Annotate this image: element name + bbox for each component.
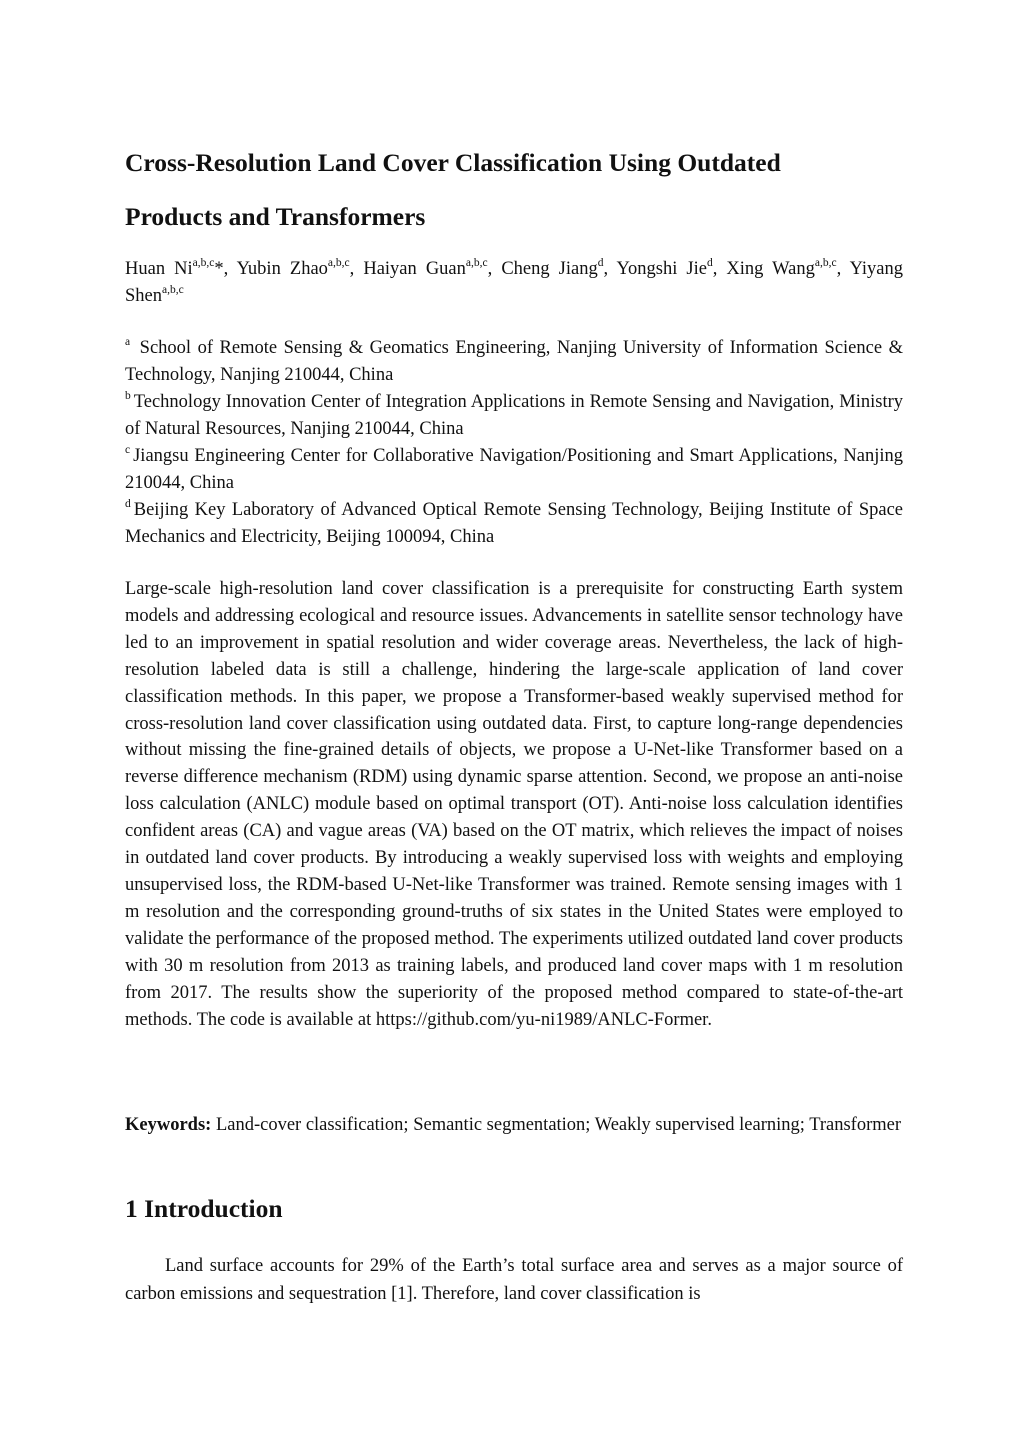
abstract-text: Large-scale high-resolution land cover classification is a prerequisite for constructing Earth system models and addressing ecological and resource issues. Advancements in satellite sensor technology have led to an improvement in spatial resolution and wider coverage areas. Nevertheless, the lack of high-resolution labeled data is still a challenge, hindering the large-scale application of land cover classification methods. In this paper, we propose a Transformer-based weakly supervised method for cross-resolution land cover classification using outdated data. First, to capture long-range dependencies without missing the fine-grained details of objects, we propose a U-Net-like Transformer based on a reverse difference mechanism (RDM) using dynamic sparse attention. Second, we propose an anti-noise loss calculation (ANLC) module based on optimal transport (OT). Anti-noise loss calculation identifies confident areas (CA) and vague areas (VA) based on the OT matrix, which relieves the impact of noises in outdated land cover products. By introducing a weakly supervised loss with weights and employing unsupervised loss, the RDM-based U-Net-like Transformer was trained. Remote sensing images with 1 m resolution and the corresponding ground-truths of six states in the United States were employed to validate the performance of the proposed method. The experiments utilized outdated land cover products with 30 m resolution from 2013 as training labels, and produced land cover maps with 1 m resolution from 2017. The results show the superiority of the proposed method compared to state-of-the-art methods. The code is available at https://github.com/yu-ni1989/ANLC-Former. — [125, 579, 903, 1030]
author: Huan Ni$^{a,b,c}$*, — [125, 257, 237, 279]
affiliation-list — [125, 335, 903, 551]
paper-title-line-2: Products and Transformers — [125, 202, 426, 231]
affiliation-a: $^a$ School of Remote Sensing & Geomatics Engineering, Nanjing University of Information Science & Technology, Nanjing 210044, China — [125, 336, 903, 385]
affiliation-d: $^d$ Beijing Key Laboratory of Advanced Optical Remote Sensing Technology, Beijing Institute of Space Mechanics and Electricity, Beijing 100094, China — [125, 498, 903, 547]
author: Yongshi Jie$^d$, — [616, 257, 727, 279]
author: Yiyang Shen$^{a,b,c}$ — [125, 259, 904, 306]
author-list — [125, 256, 903, 310]
author: Xing Wang$^{a,b,c}$, — [726, 257, 850, 279]
keywords-label: Keywords: — [125, 1115, 212, 1135]
author: Yubin Zhao$^{a,b,c}$, — [236, 257, 364, 279]
affiliation-b: $^b$ Technology Innovation Center of Integration Applications in Remote Sensing and Navigation, Ministry of Natural Resources, Nanjing 210044, China — [125, 390, 903, 439]
affiliation-c: $^c$ Jiangsu Engineering Center for Collaborative Navigation/Positioning and Smart Applications, Nanjing 210044, China — [125, 444, 903, 493]
keywords — [125, 1112, 903, 1139]
section-heading-introduction: 1 Introduction — [125, 1194, 283, 1223]
author: Haiyan Guan$^{a,b,c}$, — [363, 257, 502, 279]
paper-title-line-1: Cross-Resolution Land Cover Classification Using Outdated — [125, 148, 781, 177]
author: Cheng Jiang$^d$, — [501, 257, 617, 279]
introduction-paragraph: Land surface accounts for 29% of the Earth’s total surface area and serves as a major source of carbon emissions and sequestration [1]. Therefore, land cover classification is — [125, 1256, 903, 1304]
keywords-text: Land-cover classification; Semantic segmentation; Weakly supervised learning; Transformer — [215, 1115, 902, 1135]
